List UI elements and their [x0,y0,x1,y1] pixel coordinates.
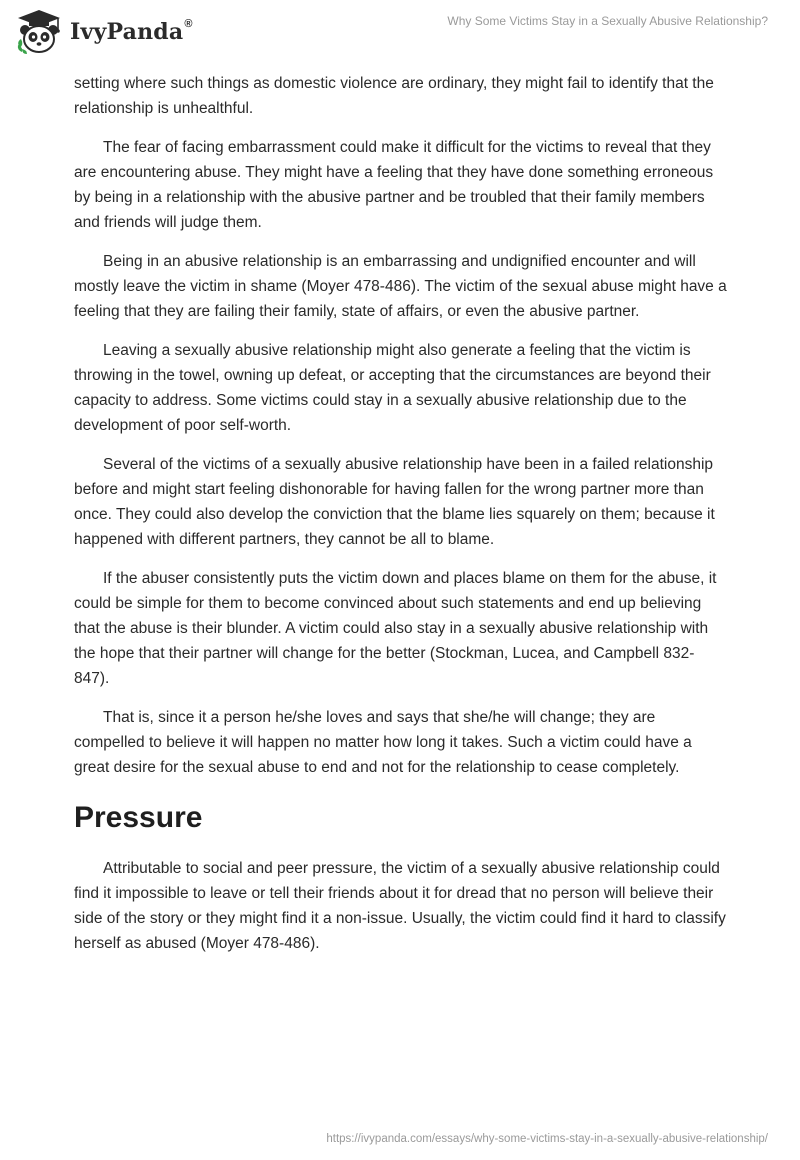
paragraph: That is, since it a person he/she loves and says that she/he will change; they are compelled to believe it will happen no matter how long it takes. Such a victim could have a great desire for the sexual abuse to end and not for the relationship to cease completely. [74,709,692,776]
paragraph: The fear of facing embarrassment could make it difficult for the victims to reveal that they are encountering abuse. They might have a feeling that they have done something erroneous by being in a relationship with the abusive partner and be troubled that their family members and friends will judge them. [74,139,714,231]
registered-mark: ® [184,17,193,30]
paragraph: setting where such things as domestic violence are ordinary, they might fail to identify that the relationship is unhealthful. [74,75,714,117]
paragraph: Attributable to social and peer pressure, the victim of a sexually abusive relationship could find it impossible to leave or tell their friends about it for dread that no person will believe their side of the story or they might find it a non-issue. Usually, the victim could find it hard to classify herself as abused (Moyer 478-486). [74,860,726,952]
paragraph: Being in an abusive relationship is an embarrassing and undignified encounter and will mostly leave the victim in shame (Moyer 478-486). The victim of the sexual abuse might have a feeling that they are failing their family, state of affairs, or even the abusive partner. [74,253,727,320]
panda-graduate-icon [14,8,64,56]
ivypanda-logo[interactable] [14,8,193,56]
brand-name: IvyPanda® [70,17,193,45]
page-header [0,0,800,62]
source-url[interactable]: https://ivypanda.com/essays/why-some-victims-stay-in-a-sexually-abusive-relationship/ [326,1133,768,1145]
paragraph: If the abuser consistently puts the victim down and places blame on them for the abuse, it could be simple for them to become convinced about such statements and end up believing that the abuse is their blunder. A victim could also stay in a sexually abusive relationship with the hope that their partner will change for the better (Stockman, Lucea, and Campbell 832-847). [74,570,717,687]
essay-content [74,71,729,970]
paragraph: Several of the victims of a sexually abusive relationship have been in a failed relationship before and might start feeling dishonorable for having fallen for the wrong partner more than once. They could also develop the conviction that the blame lies squarely on them; because it happened with different partners, they cannot be all to blame. [74,456,715,548]
paragraph: Leaving a sexually abusive relationship might also generate a feeling that the victim is throwing in the towel, owning up defeat, or accepting that the circumstances are beyond their capacity to address. Some victims could stay in a sexually abusive relationship due to the development of poor self-worth. [74,342,711,434]
document-title: Why Some Victims Stay in a Sexually Abusive Relationship? [447,14,768,28]
section-heading-pressure: Pressure [74,801,203,834]
